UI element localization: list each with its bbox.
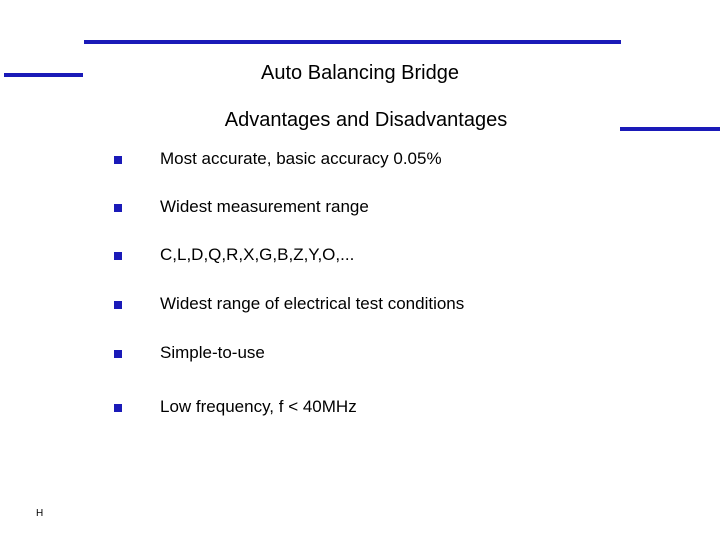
- bullet-text: C,L,D,Q,R,X,G,B,Z,Y,O,...: [160, 245, 355, 264]
- slide-title: Auto Balancing Bridge: [261, 62, 459, 84]
- square-bullet-icon: [114, 301, 122, 309]
- square-bullet-icon: [114, 204, 122, 212]
- square-bullet-icon: [114, 350, 122, 358]
- bullet-text: Widest range of electrical test conditions: [160, 294, 465, 313]
- top-rule: [84, 40, 621, 44]
- bullet-text: Low frequency, f < 40MHz: [160, 397, 357, 416]
- slide-subtitle: Advantages and Disadvantages: [224, 109, 508, 131]
- square-bullet-icon: [114, 252, 122, 260]
- square-bullet-icon: [114, 404, 122, 412]
- square-bullet-icon: [114, 156, 122, 164]
- bullet-text: Widest measurement range: [160, 197, 369, 216]
- footer-mark: H: [36, 508, 44, 519]
- bullet-text: Most accurate, basic accuracy 0.05%: [160, 149, 442, 168]
- bullet-text: Simple-to-use: [160, 343, 265, 362]
